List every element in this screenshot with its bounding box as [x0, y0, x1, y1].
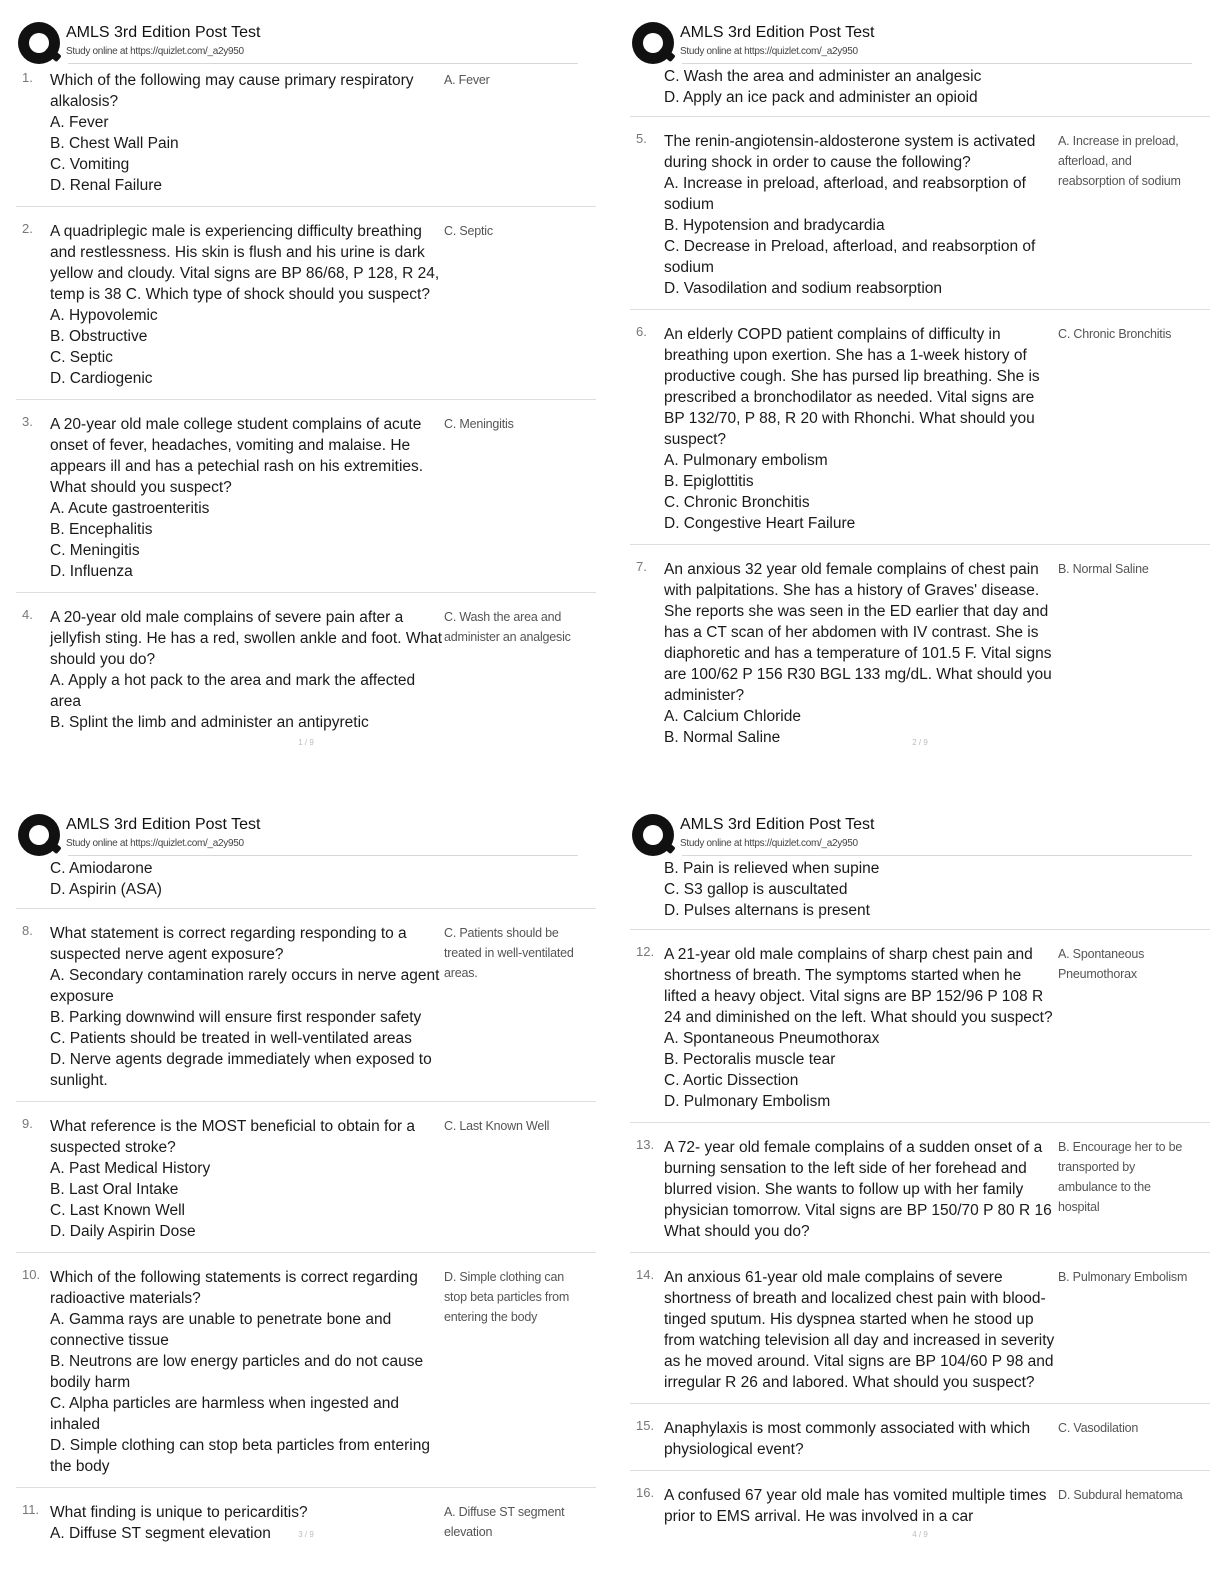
correct-answer: B. Pulmonary Embolism: [1058, 1270, 1188, 1284]
page-header: [16, 16, 596, 64]
correct-answer: A. Fever: [444, 73, 490, 87]
page-4: [630, 808, 1210, 1578]
question-stem: A 20-year old male college student complains of acute onset of fever, headaches, vomiting and malaise. He appears ill and has a petechial rash on his extremities. What should you suspect?: [50, 416, 424, 496]
question-number: 10.: [22, 1267, 41, 1282]
header-divider: [682, 855, 1192, 856]
question-item: [16, 1263, 596, 1488]
continued-option: B. Pain is relieved when supine: [664, 860, 880, 877]
page-3: [16, 808, 596, 1578]
answer-option: A. Hypovolemic: [50, 307, 158, 324]
question-item: [16, 1498, 596, 1554]
answer-option: B. Neutrons are low energy particles and do not cause bodily harm: [50, 1353, 424, 1391]
question-item: [630, 1414, 1210, 1471]
answer-option: A. Secondary contamination rarely occurs in nerve agent exposure: [50, 967, 440, 1005]
question-number: 6.: [636, 324, 647, 339]
doc-title: AMLS 3rd Edition Post Test: [66, 24, 261, 41]
question-item: [16, 1112, 596, 1253]
page-body: [16, 858, 596, 1564]
quizlet-logo-icon: [18, 814, 60, 856]
question-item: [630, 555, 1210, 758]
answer-option: D. Simple clothing can stop beta particles from entering the body: [50, 1437, 430, 1475]
continued-options: [16, 858, 596, 909]
answer-option: B. Normal Saline: [664, 729, 781, 746]
page-number: 4 / 9: [912, 1530, 928, 1539]
question-item: [630, 320, 1210, 545]
page-header: [630, 808, 1210, 856]
doc-title: AMLS 3rd Edition Post Test: [680, 816, 875, 833]
correct-answer: A. Spontaneous Pneumothorax: [1058, 947, 1145, 981]
question-stem: What statement is correct regarding responding to a suspected nerve agent exposure?: [50, 925, 407, 963]
answer-option: C. Chronic Bronchitis: [664, 494, 810, 511]
correct-answer: C. Meningitis: [444, 417, 514, 431]
answer-option: B. Parking downwind will ensure first responder safety: [50, 1009, 422, 1026]
question-number: 9.: [22, 1116, 33, 1131]
answer-option: A. Past Medical History: [50, 1160, 211, 1177]
answer-option: B. Obstructive: [50, 328, 148, 345]
question-stem: Anaphylaxis is most commonly associated with which physiological event?: [664, 1420, 1031, 1458]
answer-option: C. Last Known Well: [50, 1202, 185, 1219]
answer-option: D. Congestive Heart Failure: [664, 515, 856, 532]
answer-option: D. Daily Aspirin Dose: [50, 1223, 196, 1240]
doc-title: AMLS 3rd Edition Post Test: [680, 24, 875, 41]
answer-option: B. Encephalitis: [50, 521, 153, 538]
answer-option: A. Calcium Chloride: [664, 708, 801, 725]
question-stem: A 72- year old female complains of a sudden onset of a burning sensation to the left side of her forehead and blurred vision. She wants to follow up with her family physician tomorrow. Vital signs are BP 150/70 P 80 R 16 What should you do?: [664, 1139, 1052, 1240]
correct-answer: B. Normal Saline: [1058, 562, 1149, 576]
correct-answer: B. Encourage her to be transported by ambulance to the hospital: [1058, 1140, 1183, 1214]
question-stem: Which of the following statements is correct regarding radioactive materials?: [50, 1269, 418, 1307]
question-item: [16, 66, 596, 207]
continued-option: C. S3 gallop is auscultated: [664, 881, 848, 898]
question-item: [630, 1133, 1210, 1253]
answer-option: A. Apply a hot pack to the area and mark the affected area: [50, 672, 416, 710]
answer-option: C. Aortic Dissection: [664, 1072, 799, 1089]
answer-option: D. Renal Failure: [50, 177, 162, 194]
correct-answer: A. Increase in preload, afterload, and reabsorption of sodium: [1058, 134, 1181, 188]
question-number: 12.: [636, 944, 655, 959]
question-stem: The renin-angiotensin-aldosterone system is activated during shock in order to cause the following?: [664, 133, 1036, 171]
continued-option: C. Wash the area and administer an analgesic: [664, 68, 982, 85]
answer-option: A. Pulmonary embolism: [664, 452, 828, 469]
header-divider: [68, 63, 578, 64]
answer-option: B. Epiglottitis: [664, 473, 754, 490]
question-item: [630, 127, 1210, 310]
question-number: 14.: [636, 1267, 655, 1282]
doc-subtitle: Study online at https://quizlet.com/_a2y950: [66, 46, 244, 57]
answer-option: C. Decrease in Preload, afterload, and reabsorption of sodium: [664, 238, 1036, 276]
answer-option: B. Pectoralis muscle tear: [664, 1051, 836, 1068]
page-number: 3 / 9: [298, 1530, 314, 1539]
answer-option: D. Vasodilation and sodium reabsorption: [664, 280, 943, 297]
question-stem: A quadriplegic male is experiencing difficulty breathing and restlessness. His skin is flush and his urine is dark yellow and cloudy. Vital signs are BP 86/68, P 128, R 24, temp is 38 C. Which type of shock should you suspect?: [50, 223, 440, 303]
answer-option: D. Pulmonary Embolism: [664, 1093, 831, 1110]
correct-answer: C. Chronic Bronchitis: [1058, 327, 1172, 341]
question-item: [16, 603, 596, 743]
question-stem: A confused 67 year old male has vomited multiple times prior to EMS arrival. He was involved in a car: [664, 1487, 1047, 1525]
answer-option: B. Hypotension and bradycardia: [664, 217, 885, 234]
doc-subtitle: Study online at https://quizlet.com/_a2y950: [680, 46, 858, 57]
correct-answer: C. Wash the area and administer an analgesic: [444, 610, 571, 644]
header-divider: [682, 63, 1192, 64]
question-number: 2.: [22, 221, 33, 236]
continued-options: [630, 858, 1210, 930]
question-item: [630, 1263, 1210, 1404]
question-number: 13.: [636, 1137, 655, 1152]
question-item: [16, 217, 596, 400]
question-number: 8.: [22, 923, 33, 938]
question-number: 7.: [636, 559, 647, 574]
continued-option: D. Pulses alternans is present: [664, 902, 870, 919]
answer-option: B. Splint the limb and administer an antipyretic: [50, 714, 369, 731]
question-stem: An elderly COPD patient complains of difficulty in breathing upon exertion. She has a 1-week history of productive cough. She has pursed lip breathing. She is prescribed a bronchodilator as needed. Vital signs are BP 132/70, P 88, R 20 with Rhonchi. What should you suspect?: [664, 326, 1040, 448]
question-number: 15.: [636, 1418, 655, 1433]
answer-option: C. Vomiting: [50, 156, 130, 173]
question-number: 1.: [22, 70, 33, 85]
question-item: [630, 940, 1210, 1123]
doc-subtitle: Study online at https://quizlet.com/_a2y950: [66, 838, 244, 849]
answer-option: C. Meningitis: [50, 542, 140, 559]
doc-title: AMLS 3rd Edition Post Test: [66, 816, 261, 833]
question-stem: An anxious 61-year old male complains of severe shortness of breath and localized chest pain with blood-tinged sputum. His dyspnea started when he stood up from watching television all day and increased in severity as he moved around. Vital signs are BP 104/60 P 98 and irregular R 26 and labored. What should you suspect?: [664, 1269, 1055, 1391]
page-body: [16, 66, 596, 753]
question-stem: A 21-year old male complains of sharp chest pain and shortness of breath. The symptoms started when he lifted a heavy object. Vital signs are BP 152/96 P 108 R 24 and diminished on the left. What should you suspect?: [664, 946, 1053, 1026]
page-number: 1 / 9: [298, 738, 314, 747]
question-item: [16, 410, 596, 593]
answer-option: D. Influenza: [50, 563, 133, 580]
question-stem: A 20-year old male complains of severe pain after a jellyfish sting. He has a red, swollen ankle and foot. What should you do?: [50, 609, 443, 668]
answer-option: C. Alpha particles are harmless when ingested and inhaled: [50, 1395, 399, 1433]
question-number: 3.: [22, 414, 33, 429]
continued-option: C. Amiodarone: [50, 860, 153, 877]
answer-option: B. Last Oral Intake: [50, 1181, 179, 1198]
page-body: [630, 858, 1210, 1547]
quizlet-logo-icon: [632, 814, 674, 856]
question-stem: Which of the following may cause primary respiratory alkalosis?: [50, 72, 414, 110]
question-number: 16.: [636, 1485, 655, 1500]
continued-option: D. Aspirin (ASA): [50, 881, 162, 898]
header-divider: [68, 855, 578, 856]
answer-option: C. Patients should be treated in well-ventilated areas: [50, 1030, 412, 1047]
continued-options: [630, 66, 1210, 117]
answer-option: A. Acute gastroenteritis: [50, 500, 210, 517]
answer-option: A. Gamma rays are unable to penetrate bone and connective tissue: [50, 1311, 392, 1349]
correct-answer: C. Vasodilation: [1058, 1421, 1139, 1435]
answer-option: B. Chest Wall Pain: [50, 135, 179, 152]
answer-option: D. Nerve agents degrade immediately when exposed to sunlight.: [50, 1051, 432, 1089]
page-2: [630, 16, 1210, 786]
quizlet-logo-icon: [18, 22, 60, 64]
quizlet-logo-icon: [632, 22, 674, 64]
page-header: [630, 16, 1210, 64]
answer-option: C. Septic: [50, 349, 113, 366]
page-header: [16, 808, 596, 856]
correct-answer: D. Simple clothing can stop beta particles from entering the body: [444, 1270, 570, 1324]
correct-answer: C. Septic: [444, 224, 493, 238]
question-number: 4.: [22, 607, 33, 622]
question-stem: An anxious 32 year old female complains of chest pain with palpitations. She has a history of Graves' disease. She reports she was seen in the ED earlier that day and has a CT scan of her abdomen with IV contrast. She is diaphoretic and has a temperature of 101.5 F. Vital signs are 100/62 P 156 R30 BGL 133 mg/dL. What should you administer?: [664, 561, 1052, 704]
correct-answer: A. Diffuse ST segment elevation: [444, 1505, 565, 1539]
question-item: [16, 919, 596, 1102]
question-number: 11.: [22, 1502, 40, 1517]
correct-answer: D. Subdural hematoma: [1058, 1488, 1183, 1502]
doc-subtitle: Study online at https://quizlet.com/_a2y950: [680, 838, 858, 849]
answer-option: D. Cardiogenic: [50, 370, 153, 387]
answer-option: A. Fever: [50, 114, 109, 131]
continued-option: D. Apply an ice pack and administer an opioid: [664, 89, 978, 106]
question-number: 5.: [636, 131, 647, 146]
question-stem: What finding is unique to pericarditis?: [50, 1504, 308, 1521]
correct-answer: C. Patients should be treated in well-ventilated areas.: [444, 926, 574, 980]
page-1: [16, 16, 596, 786]
answer-option: A. Diffuse ST segment elevation: [50, 1525, 271, 1542]
page-body: [630, 66, 1210, 768]
answer-option: A. Spontaneous Pneumothorax: [664, 1030, 880, 1047]
question-stem: What reference is the MOST beneficial to obtain for a suspected stroke?: [50, 1118, 416, 1156]
correct-answer: C. Last Known Well: [444, 1119, 550, 1133]
answer-option: A. Increase in preload, afterload, and reabsorption of sodium: [664, 175, 1026, 213]
question-item: [630, 1481, 1210, 1537]
page-number: 2 / 9: [912, 738, 928, 747]
